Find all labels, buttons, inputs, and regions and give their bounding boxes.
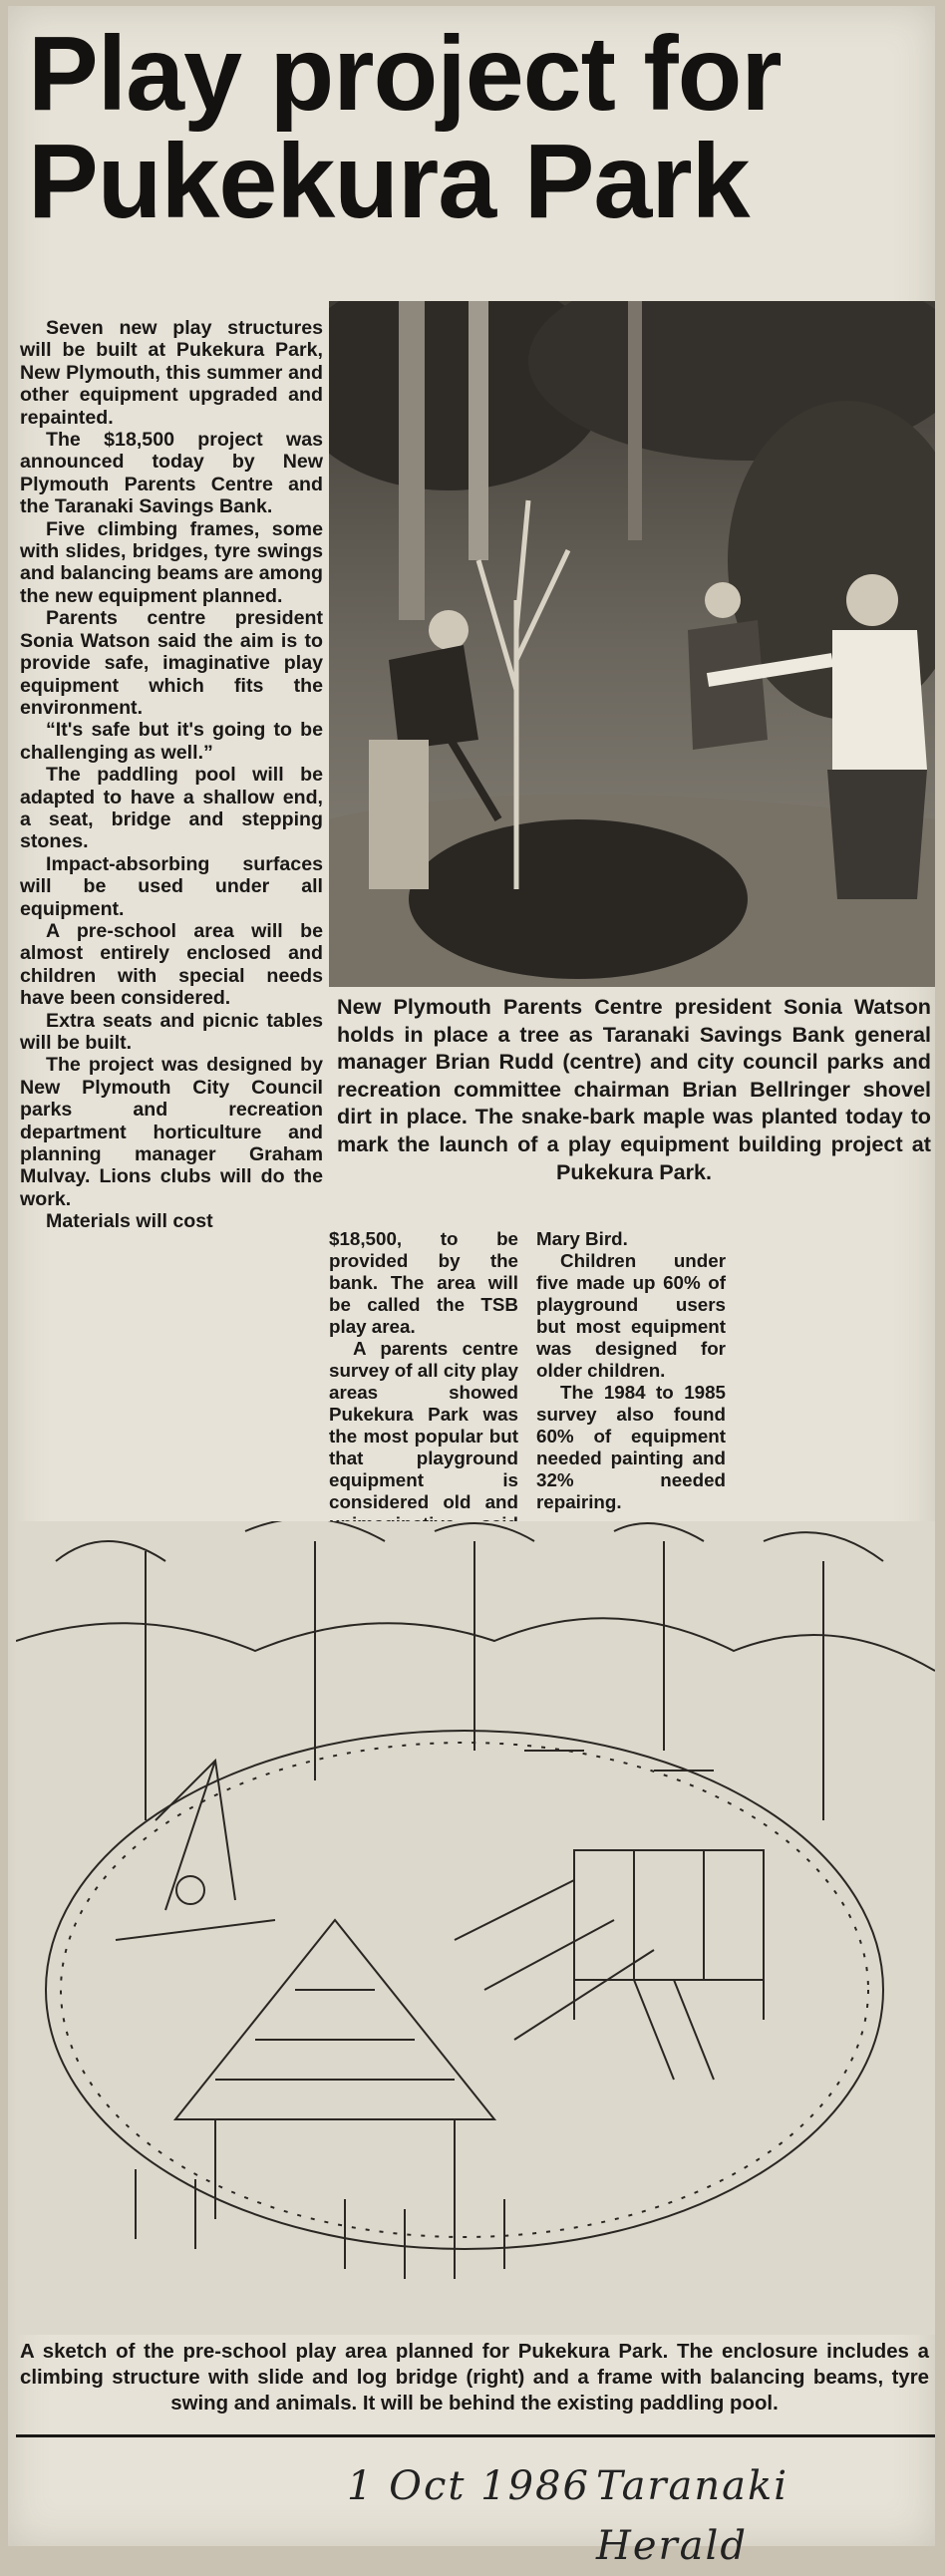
photo-illustration xyxy=(329,301,935,987)
body-paragraph: A pre-school area will be almost entirely enclosed and children with special needs have been considered. xyxy=(20,919,323,1010)
body-paragraph: The $18,500 project was announced today by New Plymouth Parents Centre and the Taranaki Savings Bank. xyxy=(20,429,323,518)
headline-line-1: Play project for xyxy=(28,15,782,133)
handwritten-date: 1 Oct 1986 xyxy=(347,2463,590,2509)
body-paragraph: “It's safe but it's going to be challenging as well.” xyxy=(20,719,323,764)
body-paragraph: Materials will cost xyxy=(46,1210,213,1233)
body-paragraph: Mary Bird. xyxy=(536,1228,628,1249)
headline xyxy=(28,15,925,240)
body-paragraph: A parents centre survey of all city play areas showed Pukekura Park was the most popular but that playground equipment is considered old and xyxy=(329,1338,518,1512)
headline-line-2: Pukekura Park xyxy=(28,123,750,240)
sketch-caption: A sketch of the pre-school play area planned for Pukekura Park. The enclosure includes a climbing structure with slide and log bridge (right) and a frame with balancing beams, tyre swing and animals. It will be behind the existing paddling pool. xyxy=(20,2341,929,2415)
article-column-3 xyxy=(536,1228,726,1513)
play-area-sketch xyxy=(16,1521,935,2335)
handwritten-source: Taranaki Herald xyxy=(596,2463,789,2569)
tree-planting-photo xyxy=(329,301,935,987)
body-paragraph: The paddling pool will be adapted to have a shallow end, a seat, bridge and stepping stones. xyxy=(20,764,323,853)
body-paragraph: Parents centre president Sonia Watson said the aim is to provide safe, imaginative play equipment which fits the environment. xyxy=(20,607,323,719)
body-paragraph: Seven new play structures will be built at Pukekura Park, New Plymouth, this summer and other equipment upgraded and repainted. xyxy=(20,317,323,429)
body-paragraph: Extra seats and picnic tables will be built. xyxy=(20,1009,323,1054)
body-paragraph: Impact-absorbing surfaces will be used under all equipment. xyxy=(20,852,323,920)
photo-caption: New Plymouth Parents Centre president Sonia Watson holds in place a tree as Taranaki Savings Bank general manager Brian Rudd (centre) and city council parks and recreation committee chairman Brian Bellringer shovel dirt in place. The snake-bark maple was planted today to mark the launch of a play equipment building project at Pukekura Park. xyxy=(337,994,931,1184)
sketch-illustration xyxy=(16,1521,935,2335)
article-body-column xyxy=(20,317,323,1233)
bottom-rule xyxy=(16,2434,935,2437)
body-paragraph: Children under five made up 60% of playground users but most equipment was designed for older children. xyxy=(536,1250,726,1381)
body-paragraph: $18,500, to be provided by the bank. The area will be called the TSB play area. xyxy=(329,1228,518,1337)
body-paragraph: The 1984 to 1985 survey also found 60% of equipment needed painting and 32% needed repairing. xyxy=(536,1382,726,1512)
body-paragraph: The project was designed by New Plymouth City Council parks and recreation department horticulture and planning manager Graham Mulvay. Lions clubs will do the work. xyxy=(20,1054,323,1210)
body-paragraph: Five climbing frames, some with slides, bridges, tyre swings and balancing beams are among the new equipment planned. xyxy=(20,517,323,607)
newspaper-clipping xyxy=(8,6,935,2569)
